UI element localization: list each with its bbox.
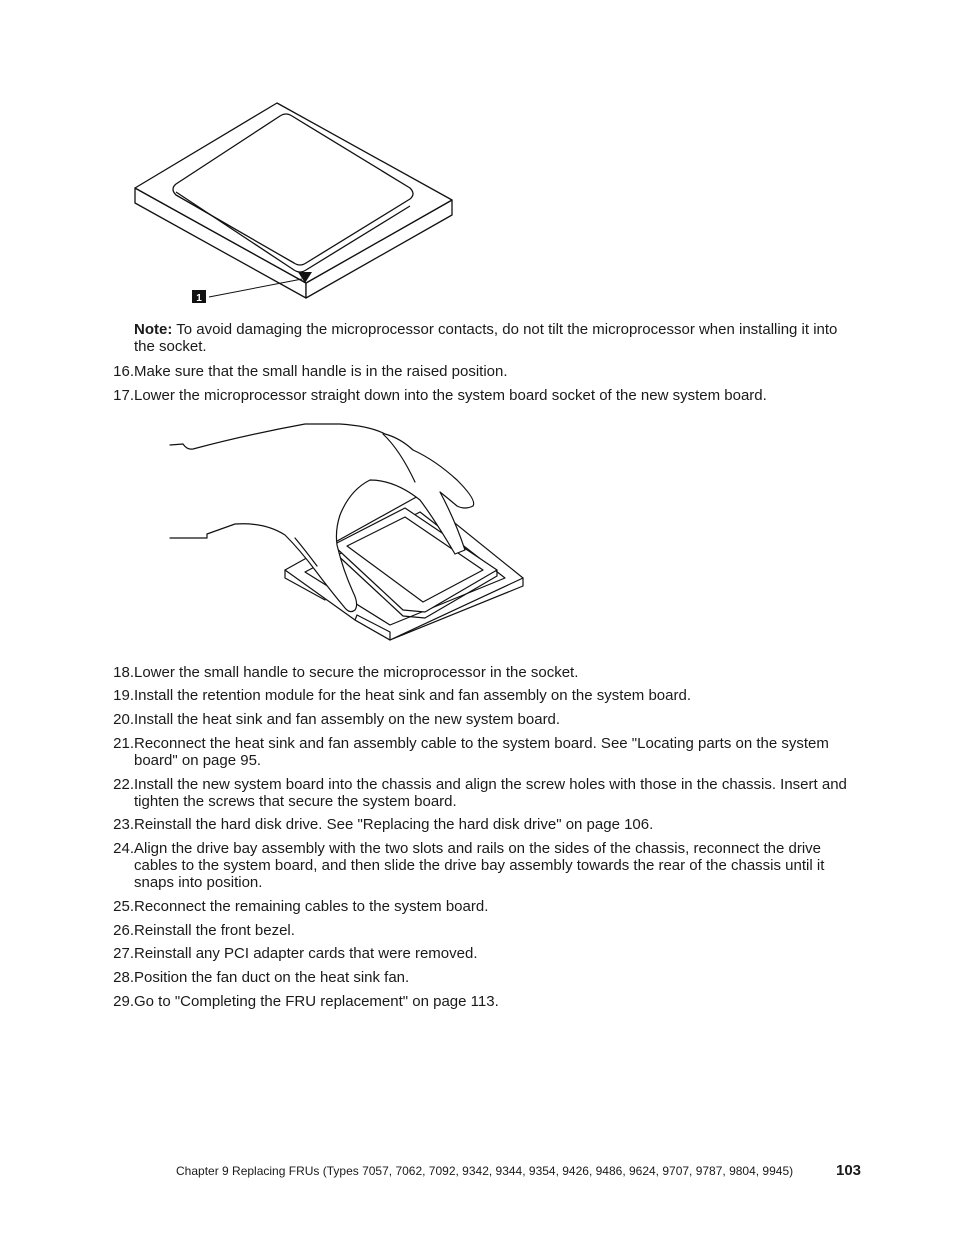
list-item: 25. Reconnect the remaining cables to the system board.	[113, 898, 489, 915]
list-item: 18. Lower the small handle to secure the microprocessor in the socket.	[113, 664, 579, 681]
microprocessor-figure	[130, 100, 460, 305]
note-text: To avoid damaging the microprocessor contacts, do not tilt the microprocessor when installing it into the socket.	[134, 321, 838, 355]
list-item: 28. Position the fan duct on the heat sink fan.	[113, 969, 410, 986]
list-item: 21. Reconnect the heat sink and fan assembly cable to the system board. See "Locating parts on the system board" on page 95.	[113, 735, 829, 769]
install-microprocessor-figure	[165, 420, 530, 645]
list-item: 23. Reinstall the hard disk drive. See "Replacing the hard disk drive" on page 106.	[113, 816, 654, 833]
list-item: 17. Lower the microprocessor straight down into the system board socket of the new system board.	[113, 387, 767, 404]
list-item: 26. Reinstall the front bezel.	[113, 922, 295, 939]
list-item: 22. Install the new system board into the chassis and align the screw holes with those in the chassis. Insert and tighten the screws that secure the system board.	[113, 776, 847, 810]
list-item: 24. Align the drive bay assembly with the two slots and rails on the sides of the chassis, reconnect the drive cables to the system board, and then slide the drive bay assembly towards the rear of the chassis until it snaps into position.	[113, 840, 825, 891]
callout-1-label: 1	[196, 293, 202, 304]
note-paragraph	[134, 321, 859, 355]
note-label: Note:	[134, 321, 173, 338]
page-number: 103	[836, 1162, 862, 1179]
list-item: 29. Go to "Completing the FRU replacement" on page 113.	[113, 993, 499, 1010]
list-item: 16. Make sure that the small handle is in the raised position.	[113, 363, 508, 380]
page-footer: Chapter 9 Replacing FRUs (Types 7057, 7062, 7092, 9342, 9344, 9354, 9426, 9486, 9624, 9707, 9787, 9804, 9945)	[176, 1164, 794, 1178]
microprocessor-drawing	[130, 100, 460, 305]
list-item: 27. Reinstall any PCI adapter cards that were removed.	[113, 945, 478, 962]
hand-socket-drawing	[165, 420, 530, 645]
list-item: 19. Install the retention module for the heat sink and fan assembly on the system board.	[113, 687, 691, 704]
list-item: 20. Install the heat sink and fan assembly on the new system board.	[113, 711, 561, 728]
